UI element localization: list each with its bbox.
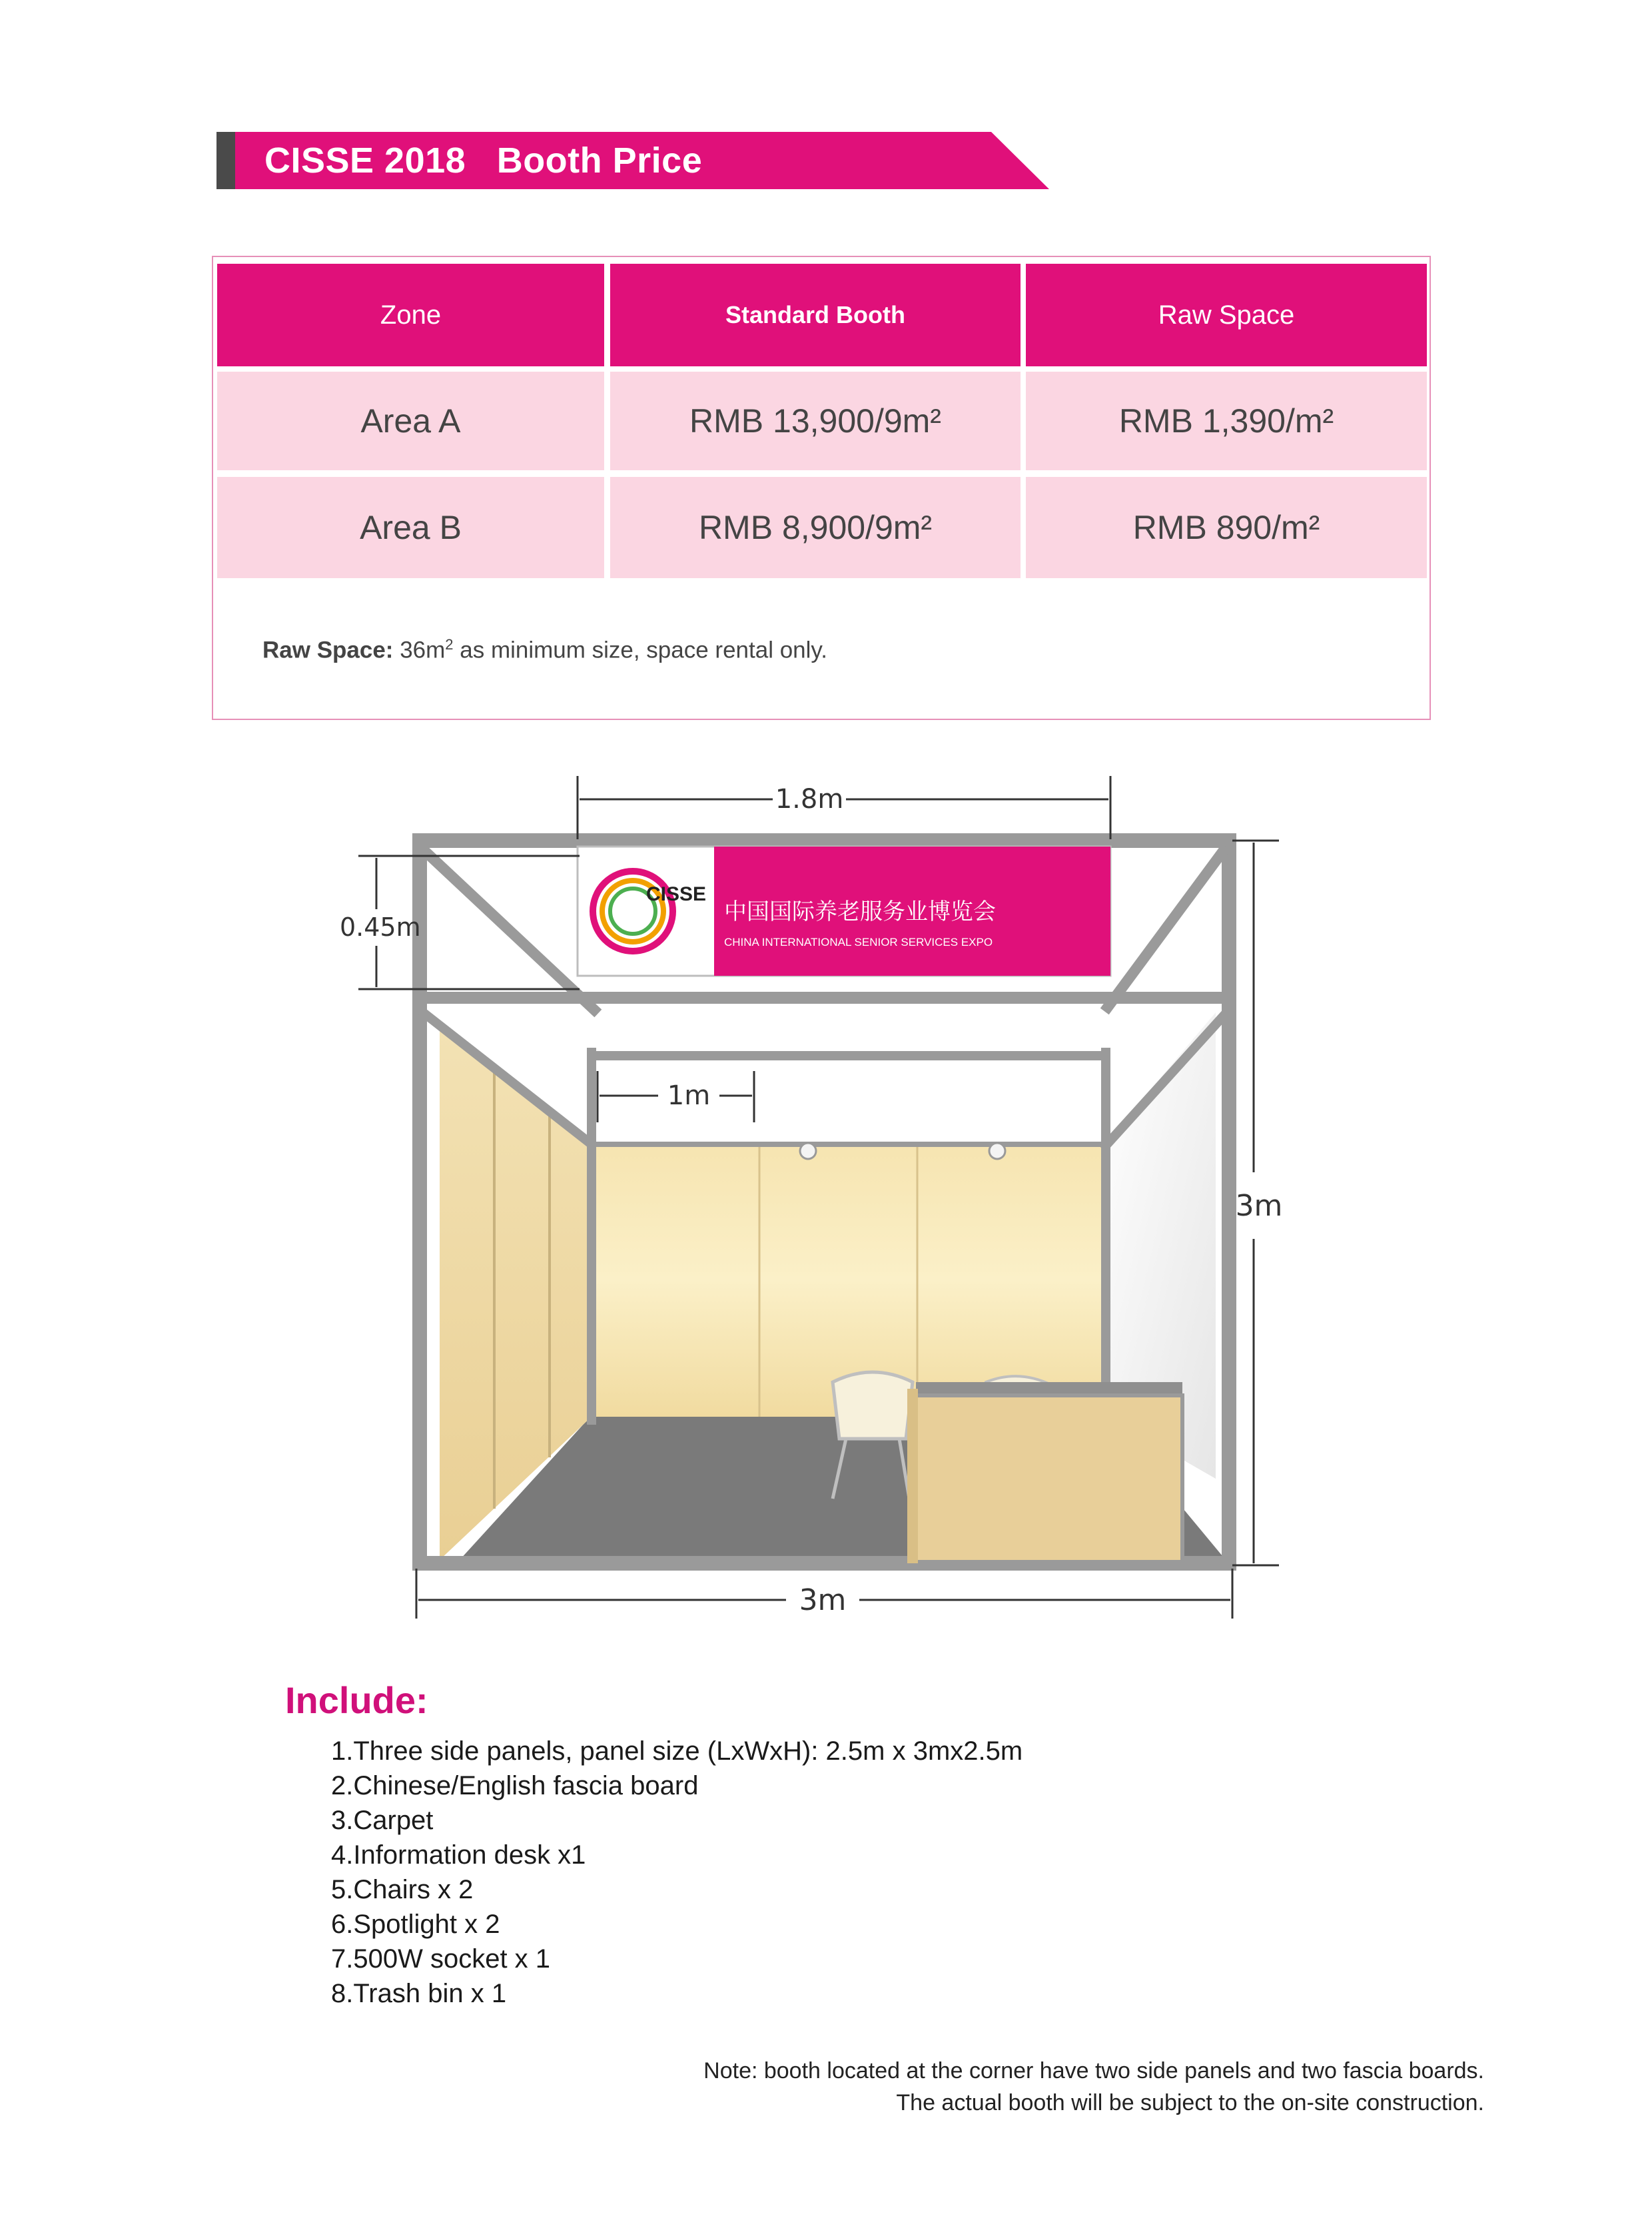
raw-space-note-text: as minimum size, space rental only. xyxy=(453,637,828,663)
dimension-fascia-width: 1.8m xyxy=(775,784,844,815)
footnote-line-1: Note: booth located at the corner have two side panels and two fascia boards. xyxy=(703,2058,1484,2083)
list-item: 2.Chinese/English fascia board xyxy=(331,1771,699,1800)
dimension-panel-width: 1m xyxy=(667,1080,711,1111)
banner-accent-bar xyxy=(216,132,235,189)
table-cell-zone-b: Area B xyxy=(217,477,604,578)
table-cell-standard-a: RMB 13,900/9m² xyxy=(610,372,1021,470)
table-cell-raw-b: RMB 890/m² xyxy=(1026,477,1427,578)
fascia-chinese-name: 中国国际养老服务业博览会 xyxy=(724,899,996,925)
table-cell-standard-b: RMB 8,900/9m² xyxy=(610,477,1021,578)
list-item: 7.500W socket x 1 xyxy=(331,1944,551,1974)
include-title: Include: xyxy=(285,1679,428,1721)
fascia-logo-text: CISSE xyxy=(646,883,707,905)
footnote xyxy=(703,2055,1484,2119)
column-header-standard-booth: Standard Booth xyxy=(610,264,1021,366)
booth-diagram xyxy=(320,759,1332,1645)
column-header-zone: Zone xyxy=(217,264,604,366)
information-desk xyxy=(907,1382,1182,1563)
raw-space-note-label: Raw Space: xyxy=(262,637,394,663)
footnote-line-2: The actual booth will be subject to the on-site construction. xyxy=(896,2090,1484,2115)
raw-space-note-sup: 2 xyxy=(445,636,454,653)
list-item: 1.Three side panels, panel size (LxWxH): 2.5m x 3mx2.5m xyxy=(331,1736,1023,1766)
dimension-fascia-height: 0.45m xyxy=(340,913,421,942)
list-item: 3.Carpet xyxy=(331,1806,434,1835)
list-item: 4.Information desk x1 xyxy=(331,1840,586,1870)
fascia-english-name: CHINA INTERNATIONAL SENIOR SERVICES EXPO xyxy=(724,936,993,948)
list-item: 6.Spotlight x 2 xyxy=(331,1910,500,1939)
dimension-width: 3m xyxy=(799,1583,847,1617)
title-banner xyxy=(216,132,1049,189)
list-item: 5.Chairs x 2 xyxy=(331,1875,474,1904)
page-title: CISSE 2018 Booth Price xyxy=(264,141,703,181)
column-header-raw-space: Raw Space xyxy=(1026,264,1427,366)
spotlight-left xyxy=(800,1143,816,1159)
table-cell-zone-a: Area A xyxy=(217,372,604,470)
include-list xyxy=(331,1734,1023,2011)
fascia-board xyxy=(578,847,1110,976)
dimension-height: 3m xyxy=(1235,1189,1283,1223)
spotlight-right xyxy=(989,1143,1005,1159)
list-item: 8.Trash bin x 1 xyxy=(331,1979,507,2008)
raw-space-note xyxy=(262,636,827,664)
raw-space-note-size: 36m xyxy=(393,637,446,663)
table-cell-raw-a: RMB 1,390/m² xyxy=(1026,372,1427,470)
